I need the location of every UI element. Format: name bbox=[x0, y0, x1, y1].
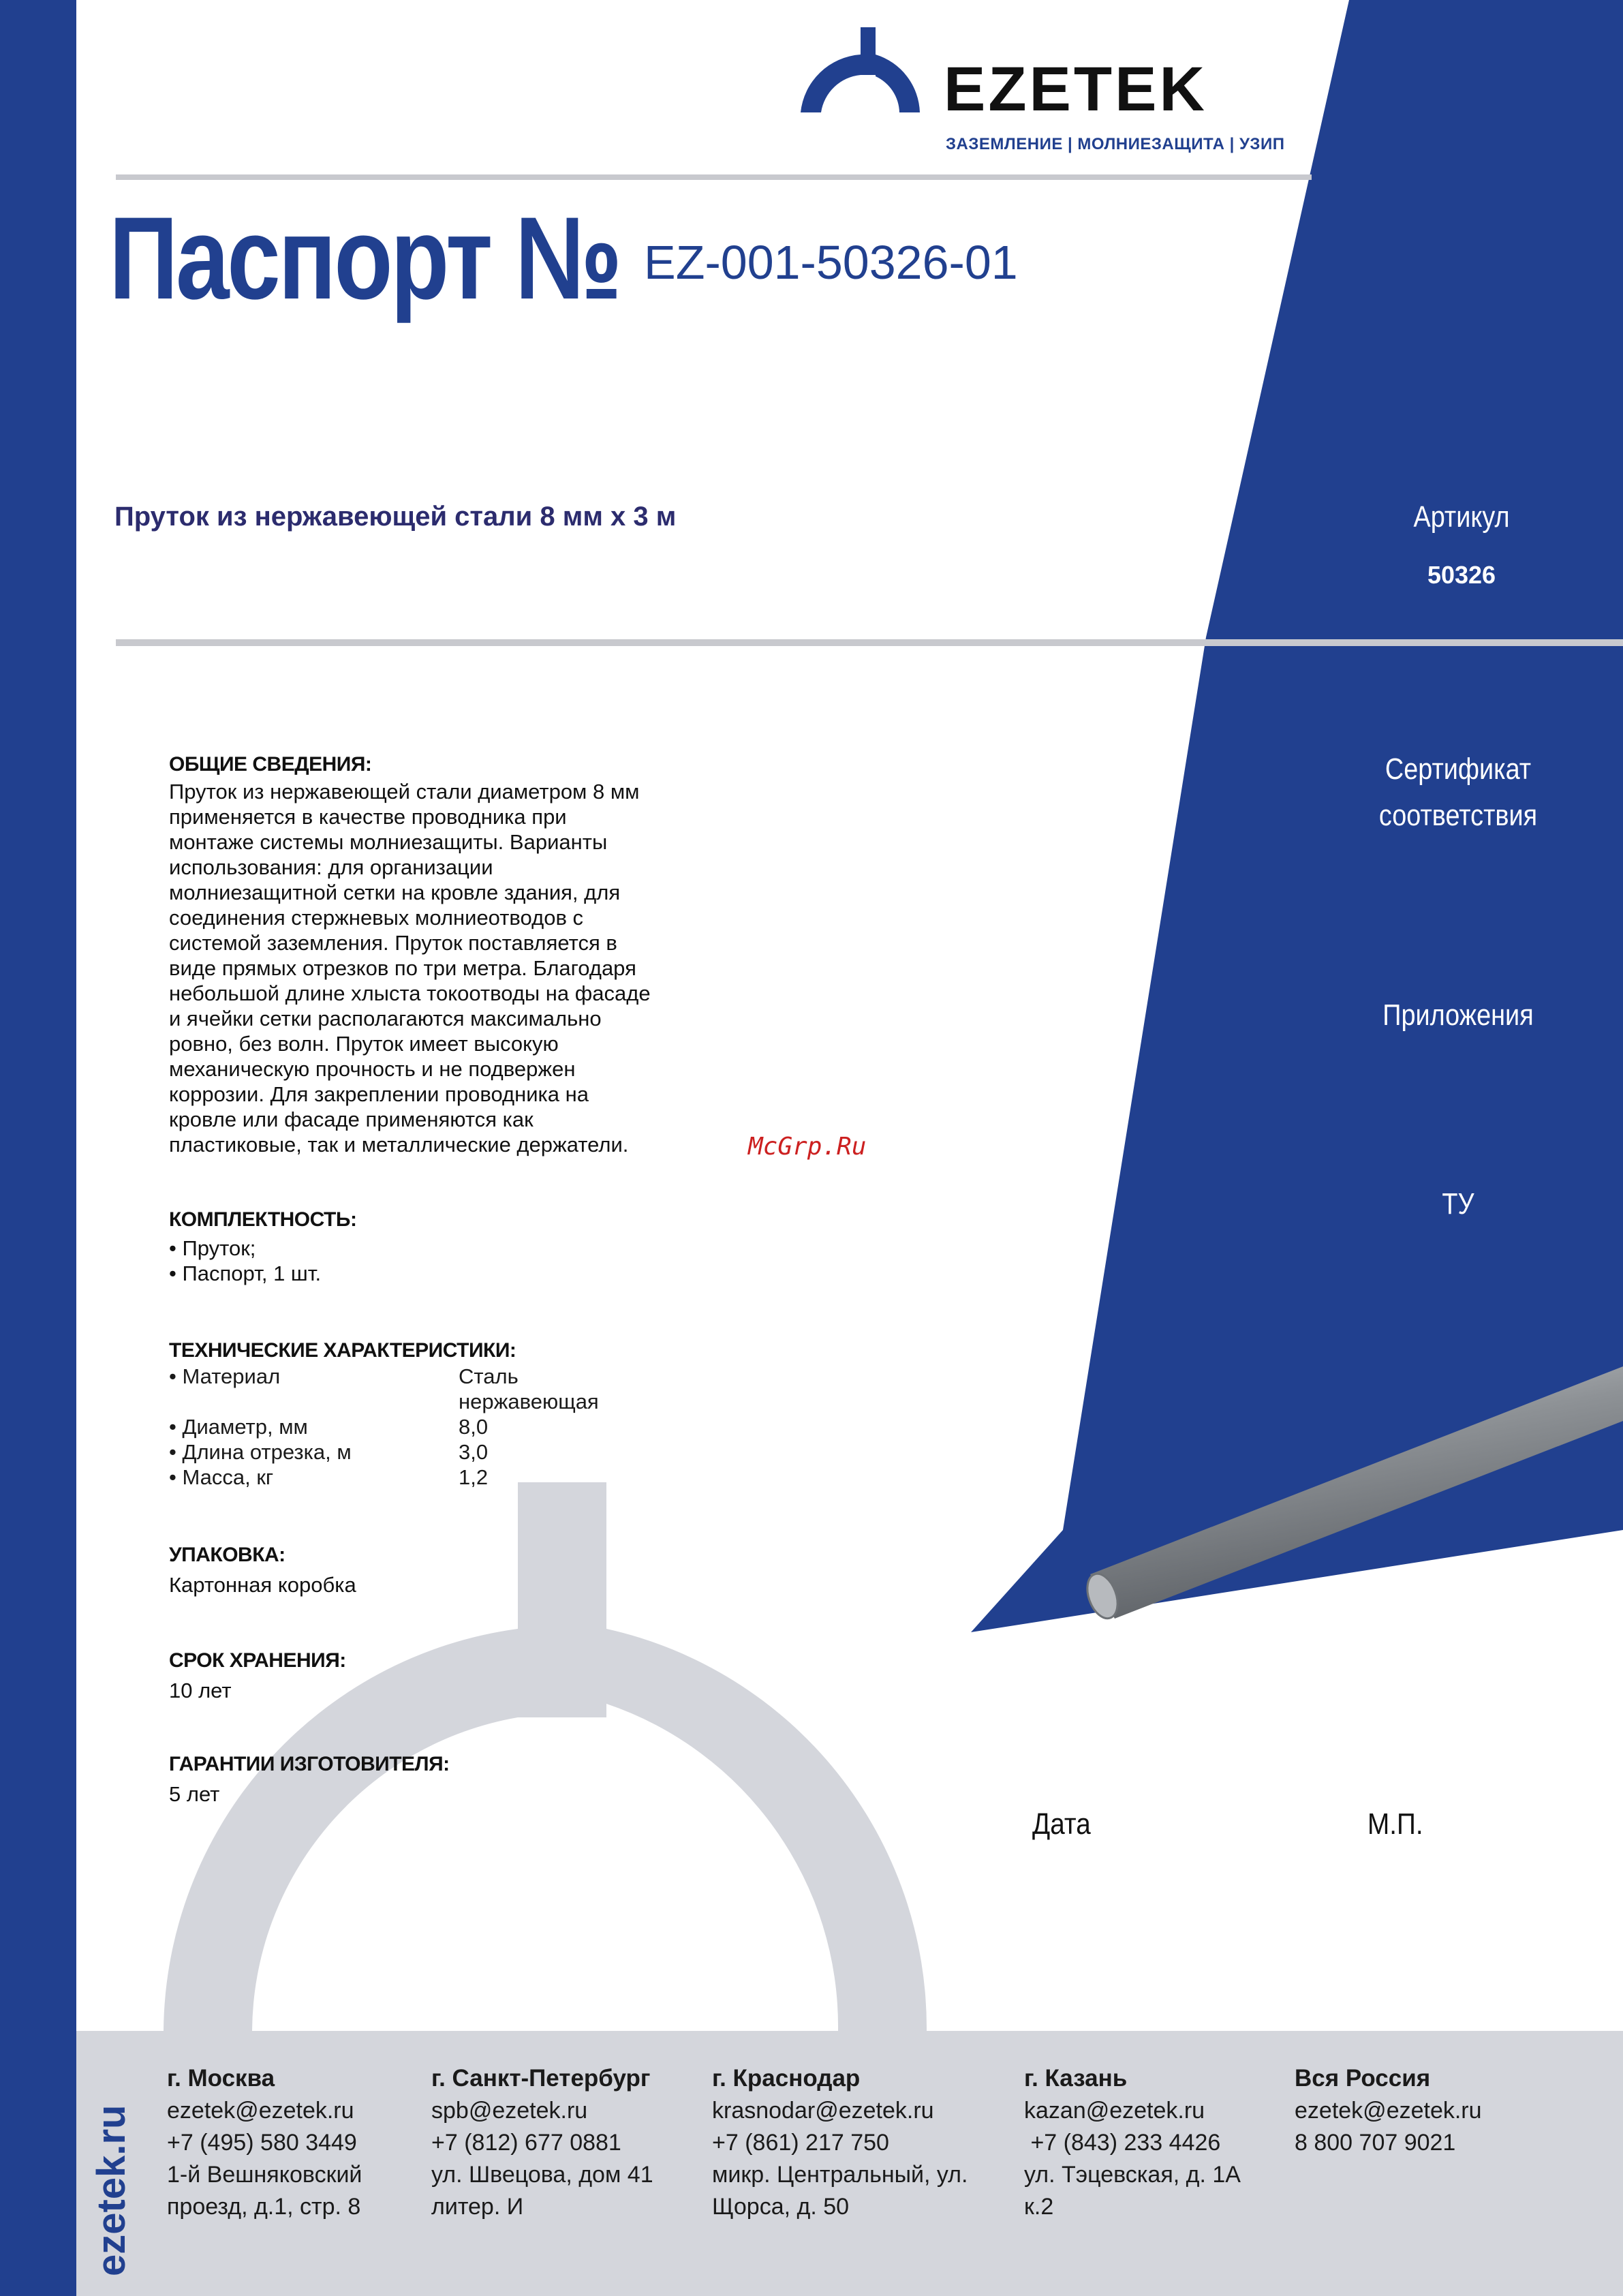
general-line: применяется в качестве проводника при bbox=[169, 805, 567, 829]
appendices-label: Приложения bbox=[1382, 998, 1534, 1032]
spec-key: • Диаметр, мм bbox=[169, 1415, 308, 1439]
date-label: Дата bbox=[1032, 1807, 1091, 1841]
office-city: г. Санкт-Петербург bbox=[431, 2065, 651, 2092]
spec-value-line: Сталь bbox=[459, 1364, 519, 1388]
office-krasnodar bbox=[712, 2065, 968, 2223]
office-russia bbox=[1295, 2065, 1482, 2159]
certificate-label bbox=[1352, 746, 1564, 839]
general-line: монтаже системы молниезащиты. Варианты bbox=[169, 830, 608, 854]
logo-tagline: ЗАЗЕМЛЕНИЕ | МОЛНИЕЗАЩИТА | УЗИП bbox=[946, 135, 1285, 153]
passport-number: EZ-001-50326-01 bbox=[644, 236, 1018, 289]
logo-mark-icon bbox=[801, 27, 920, 112]
general-line: Пруток из нержавеющей стали диаметром 8 мм bbox=[169, 780, 640, 803]
warranty-text: 5 лет bbox=[169, 1782, 220, 1806]
spec-value: 8,0 bbox=[459, 1415, 489, 1439]
kit-item: • Паспорт, 1 шт. bbox=[169, 1261, 322, 1285]
storage-section bbox=[169, 1649, 346, 1703]
office-phone: +7 (843) 233 4426 bbox=[1024, 2130, 1221, 2156]
office-email: krasnodar@ezetek.ru bbox=[712, 2098, 934, 2124]
spec-key: • Длина отрезка, м bbox=[169, 1440, 352, 1464]
spec-key: • Масса, кг bbox=[169, 1465, 274, 1489]
spec-value-line: нержавеющая bbox=[459, 1390, 599, 1413]
office-phone: +7 (495) 580 3449 bbox=[167, 2130, 357, 2156]
storage-heading: СРОК ХРАНЕНИЯ: bbox=[169, 1649, 346, 1672]
header-rule bbox=[116, 174, 1312, 180]
product-rule bbox=[116, 639, 1623, 646]
general-line: системой заземления. Пруток поставляется в bbox=[169, 931, 617, 955]
spec-value: 3,0 bbox=[459, 1440, 489, 1464]
office-address: микр. Центральный, ул. bbox=[712, 2162, 968, 2188]
general-section bbox=[169, 753, 728, 1157]
spec-row bbox=[169, 1364, 599, 1414]
general-line: ровно, без волн. Пруток имеет высокую bbox=[169, 1032, 559, 1056]
tech-section bbox=[169, 1339, 599, 1490]
office-email: spb@ezetek.ru bbox=[431, 2098, 588, 2124]
general-line: коррозии. Для закреплении проводника на bbox=[169, 1082, 589, 1106]
packaging-heading: УПАКОВКА: bbox=[169, 1544, 285, 1566]
article-value: 50326 bbox=[1427, 561, 1496, 589]
general-line: механическую прочность и не подвержен bbox=[169, 1057, 576, 1081]
watermark-text: McGrp.Ru bbox=[748, 1133, 867, 1161]
office-address: 1-й Вешняковский bbox=[167, 2162, 362, 2188]
office-phone: 8 800 707 9021 bbox=[1295, 2130, 1456, 2156]
spec-key: • Материал bbox=[169, 1364, 281, 1388]
stamp-label: М.П. bbox=[1367, 1807, 1423, 1841]
office-address: ул. Швецова, дом 41 bbox=[431, 2162, 653, 2188]
site-url: ezetek.ru bbox=[89, 2104, 134, 2276]
general-line: небольшой длине хлыста токоотводы на фасаде bbox=[169, 981, 651, 1005]
general-line: виде прямых отрезков по три метра. Благодаря bbox=[169, 956, 636, 980]
spec-value: 1,2 bbox=[459, 1465, 489, 1489]
kit-item: • Пруток; bbox=[169, 1236, 256, 1260]
office-email: kazan@ezetek.ru bbox=[1024, 2098, 1205, 2124]
spec-row bbox=[169, 1414, 599, 1439]
office-phone: +7 (812) 677 0881 bbox=[431, 2130, 621, 2156]
office-kazan bbox=[1024, 2065, 1241, 2223]
office-address: Щорса, д. 50 bbox=[712, 2194, 850, 2220]
general-line: пластиковые, так и металлические держатели. bbox=[169, 1133, 629, 1157]
packaging-section bbox=[169, 1544, 356, 1597]
office-email: ezetek@ezetek.ru bbox=[1295, 2098, 1482, 2124]
office-address: литер. И bbox=[431, 2194, 524, 2220]
general-text bbox=[169, 779, 728, 1157]
office-city: Вся Россия bbox=[1295, 2065, 1431, 2092]
storage-text: 10 лет bbox=[169, 1679, 232, 1702]
tu-label: ТУ bbox=[1442, 1187, 1474, 1221]
packaging-text: Картонная коробка bbox=[169, 1573, 356, 1597]
logo-wordmark bbox=[944, 55, 1207, 124]
general-line: и ячейки сетки располагаются максимально bbox=[169, 1007, 602, 1030]
office-city: г. Москва bbox=[167, 2065, 275, 2092]
general-heading: ОБЩИЕ СВЕДЕНИЯ: bbox=[169, 753, 372, 776]
general-line: молниезащитной сетки на кровле здания, для bbox=[169, 881, 621, 904]
warranty-heading: ГАРАНТИИ ИЗГОТОВИТЕЛЯ: bbox=[169, 1753, 450, 1775]
certificate-line2: соответствия bbox=[1378, 799, 1538, 832]
office-moscow bbox=[167, 2065, 362, 2223]
warranty-section bbox=[169, 1753, 450, 1807]
office-address: к.2 bbox=[1024, 2194, 1054, 2220]
spec-value bbox=[459, 1364, 599, 1414]
general-line: соединения стержневых молниеотводов с bbox=[169, 906, 584, 930]
office-city: г. Казань bbox=[1024, 2065, 1128, 2092]
general-line: кровле или фасаде применяются как bbox=[169, 1107, 534, 1131]
left-blue-strip bbox=[0, 0, 76, 2296]
office-email: ezetek@ezetek.ru bbox=[167, 2098, 354, 2124]
logo-wordmark-text: EZETEK bbox=[944, 55, 1207, 124]
office-spb bbox=[431, 2065, 653, 2223]
general-line: использования: для организации bbox=[169, 855, 493, 879]
office-phone: +7 (861) 217 750 bbox=[712, 2130, 889, 2156]
office-address: ул. Тэцевская, д. 1А bbox=[1024, 2162, 1241, 2188]
page-title: Паспорт № bbox=[109, 193, 620, 324]
product-name: Пруток из нержавеющей стали 8 мм x 3 м bbox=[114, 502, 677, 532]
kit-section bbox=[169, 1208, 356, 1286]
tech-heading: ТЕХНИЧЕСКИЕ ХАРАКТЕРИСТИКИ: bbox=[169, 1339, 516, 1362]
article-label: Артикул bbox=[1413, 500, 1510, 534]
spec-row bbox=[169, 1439, 599, 1465]
spec-row bbox=[169, 1465, 599, 1490]
certificate-line1: Сертификат bbox=[1385, 752, 1532, 786]
kit-heading: КОМПЛЕКТНОСТЬ: bbox=[169, 1208, 357, 1231]
office-address: проезд, д.1, стр. 8 bbox=[167, 2194, 361, 2220]
office-city: г. Краснодар bbox=[712, 2065, 861, 2092]
